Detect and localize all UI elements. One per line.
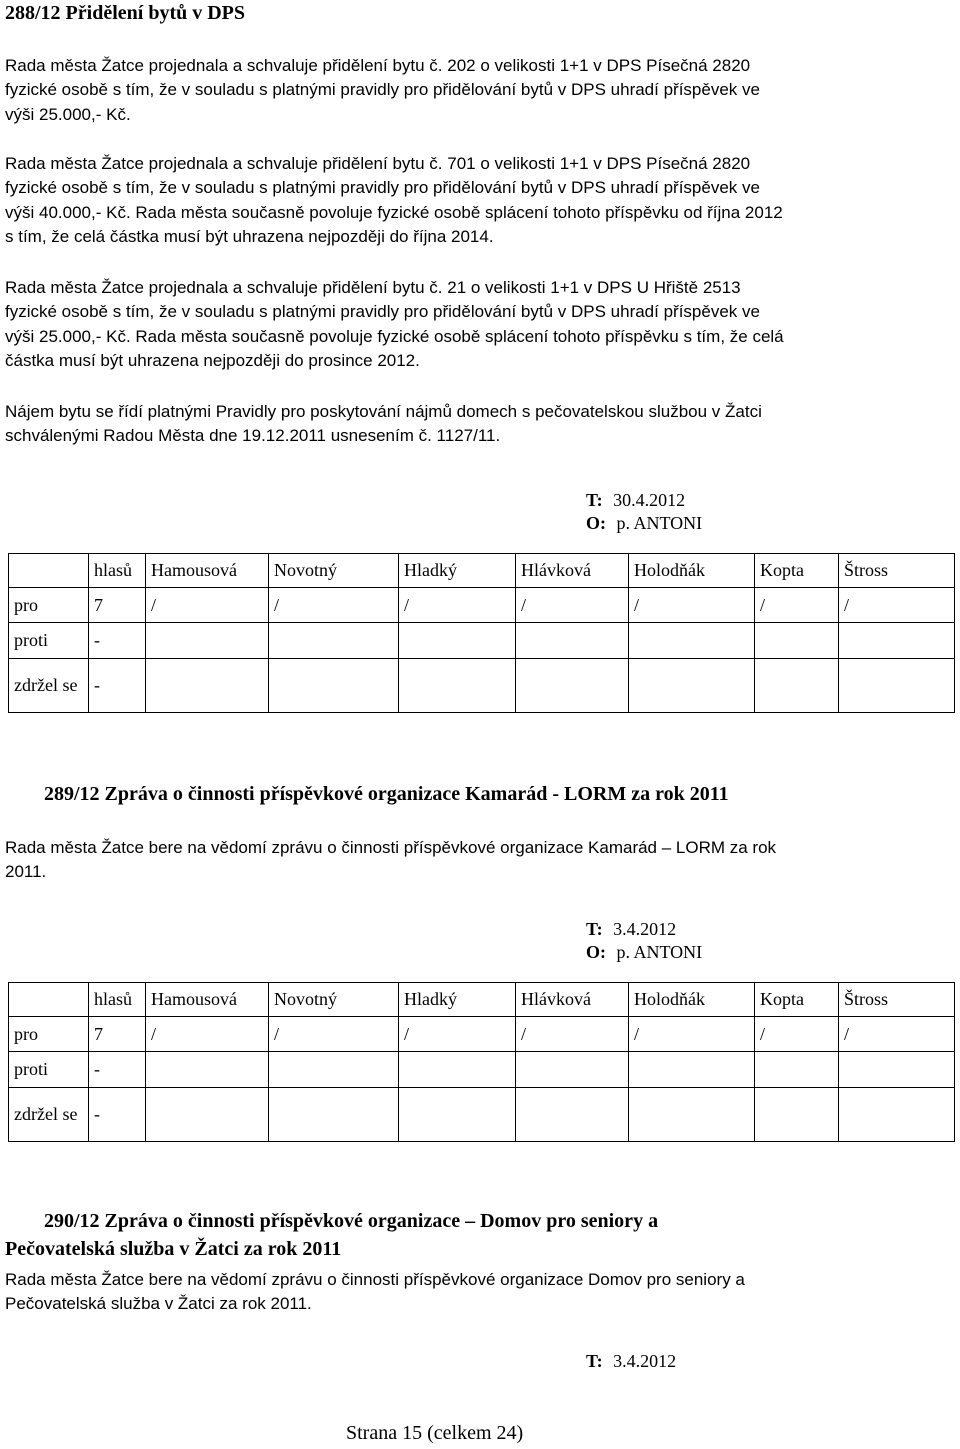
section-290-heading-line-2: Pečovatelská služba v Žatci za rok 2011 xyxy=(5,1238,342,1260)
table-cell xyxy=(399,1088,516,1142)
section-288-term xyxy=(586,490,685,511)
table-cell xyxy=(146,1052,269,1088)
table-cell: / xyxy=(516,588,629,623)
vote-header-row xyxy=(9,983,955,1017)
page-footer: Strana 15 (celkem 24) xyxy=(346,1422,524,1444)
text-line: fyzické osobě s tím, že v souladu s platnými pravidly pro přidělování bytů v DPS uhradí příspěvek ve xyxy=(5,80,760,100)
table-cell xyxy=(146,659,269,713)
table-cell xyxy=(516,623,629,659)
section-289-paragraph-1 xyxy=(5,836,776,885)
table-header-cell: Holodňák xyxy=(629,983,755,1017)
table-cell xyxy=(9,983,89,1017)
section-288-heading: 288/12 Přidělení bytů v DPS xyxy=(5,2,246,24)
text-line: Nájem bytu se řídí platnými Pravidly pro poskytování nájmů domech s pečovatelskou službou v Žatci xyxy=(5,402,762,421)
table-cell xyxy=(629,1088,755,1142)
table-cell xyxy=(269,659,399,713)
table-cell: zdržel se xyxy=(9,659,89,713)
table-header-cell: Hamousová xyxy=(146,983,269,1017)
text-line: Rada města Žatce projednala a schvaluje přidělení bytu č. 701 o velikosti 1+1 v DPS Písečná 2820 xyxy=(5,154,751,173)
table-cell xyxy=(839,1088,955,1142)
table-cell: - xyxy=(89,623,146,659)
text-line: Pečovatelská služba v Žatci za rok 2011. xyxy=(5,1294,312,1314)
vote-row-proti xyxy=(9,623,955,659)
table-header-cell: hlasů xyxy=(89,554,146,588)
text-line: 2011. xyxy=(5,862,47,882)
section-289-term xyxy=(586,919,676,940)
text-line: výši 25.000,- Kč. xyxy=(5,104,131,124)
table-cell xyxy=(755,623,839,659)
table-cell xyxy=(269,1088,399,1142)
section-289-responsible xyxy=(586,942,702,963)
table-cell: / xyxy=(516,1017,629,1052)
text-line: výši 40.000,- Kč. Rada města současně povoluje fyzické osobě splácení tohoto příspěvku od října 2012 xyxy=(5,202,783,222)
term-label: T: xyxy=(586,1351,603,1371)
table-cell xyxy=(839,1052,955,1088)
text-line: Rada města Žatce bere na vědomí zprávu o činnosti příspěvkové organizace Domov pro seniory a xyxy=(5,1270,745,1289)
section-288-responsible xyxy=(586,513,702,534)
text-line: Rada města Žatce projednala a schvaluje přidělení bytu č. 202 o velikosti 1+1 v DPS Písečná 2820 xyxy=(5,56,751,75)
table-header-cell: Novotný xyxy=(269,983,399,1017)
table-cell: / xyxy=(269,1017,399,1052)
table-header-cell: Kopta xyxy=(755,983,839,1017)
table-cell: proti xyxy=(9,1052,89,1088)
term-value: 3.4.2012 xyxy=(613,1351,677,1371)
section-289-heading: 289/12 Zpráva o činnosti příspěvkové organizace Kamarád - LORM za rok 2011 xyxy=(44,783,729,805)
section-290-term xyxy=(586,1351,676,1372)
text-line: fyzické osobě s tím, že v souladu s platnými pravidly pro přidělování bytů v DPS uhradí příspěvek ve xyxy=(5,302,760,322)
text-line: výši 25.000,- Kč. Rada města současně povoluje fyzické osobě splácení tohoto příspěvku s tím, že celá xyxy=(5,326,784,346)
table-header-cell: Hlávková xyxy=(516,983,629,1017)
table-cell: / xyxy=(399,1017,516,1052)
table-header-cell: Štross xyxy=(839,983,955,1017)
responsible-label: O: xyxy=(586,513,606,533)
table-cell xyxy=(146,1088,269,1142)
table-cell: - xyxy=(89,1052,146,1088)
text-line: schválenými Radou Města dne 19.12.2011 usnesením č. 1127/11. xyxy=(5,426,501,446)
table-cell: / xyxy=(839,588,955,623)
section-288-paragraph-3 xyxy=(5,276,784,373)
table-cell: 7 xyxy=(89,588,146,623)
text-line: částka musí být uhrazena nejpozději do prosince 2012. xyxy=(5,350,420,370)
table-cell xyxy=(516,659,629,713)
table-header-cell: Hladký xyxy=(399,983,516,1017)
section-288-paragraph-1 xyxy=(5,54,760,127)
vote-header-row xyxy=(9,554,955,588)
table-cell: / xyxy=(629,1017,755,1052)
table-cell: / xyxy=(146,588,269,623)
vote-table-288 xyxy=(8,553,955,713)
table-cell: / xyxy=(839,1017,955,1052)
vote-row-pro xyxy=(9,1017,955,1052)
table-cell: - xyxy=(89,659,146,713)
text-line: Rada města Žatce bere na vědomí zprávu o činnosti příspěvkové organizace Kamarád – LORM za rok xyxy=(5,838,777,857)
table-cell xyxy=(269,1052,399,1088)
vote-row-pro xyxy=(9,588,955,623)
table-cell: / xyxy=(399,588,516,623)
vote-row-zdrzel xyxy=(9,1088,955,1142)
term-label: T: xyxy=(586,919,603,939)
table-cell: / xyxy=(146,1017,269,1052)
vote-row-zdrzel xyxy=(9,659,955,713)
table-cell xyxy=(839,623,955,659)
table-cell: / xyxy=(629,588,755,623)
table-header-cell: Hladký xyxy=(399,554,516,588)
table-cell xyxy=(516,1088,629,1142)
table-cell xyxy=(399,659,516,713)
table-cell: pro xyxy=(9,588,89,623)
table-cell xyxy=(755,1088,839,1142)
table-cell: / xyxy=(755,1017,839,1052)
table-header-cell: Novotný xyxy=(269,554,399,588)
table-cell: 7 xyxy=(89,1017,146,1052)
term-value: 3.4.2012 xyxy=(613,919,677,939)
table-cell xyxy=(146,623,269,659)
table-cell xyxy=(755,659,839,713)
section-290-heading-line-1: 290/12 Zpráva o činnosti příspěvkové organizace – Domov pro seniory a xyxy=(44,1210,659,1232)
table-header-cell: hlasů xyxy=(89,983,146,1017)
table-cell: pro xyxy=(9,1017,89,1052)
table-header-cell: Holodňák xyxy=(629,554,755,588)
table-cell xyxy=(629,623,755,659)
table-cell xyxy=(755,1052,839,1088)
responsible-value: p. ANTONI xyxy=(616,942,703,962)
table-cell: zdržel se xyxy=(9,1088,89,1142)
term-value: 30.4.2012 xyxy=(613,490,686,510)
table-cell xyxy=(399,623,516,659)
table-cell xyxy=(399,1052,516,1088)
table-cell: proti xyxy=(9,623,89,659)
table-cell xyxy=(9,554,89,588)
table-header-cell: Kopta xyxy=(755,554,839,588)
vote-row-proti xyxy=(9,1052,955,1088)
text-line: s tím, že celá částka musí být uhrazena nejpozději do října 2014. xyxy=(5,226,494,246)
table-header-cell: Štross xyxy=(839,554,955,588)
responsible-value: p. ANTONI xyxy=(616,513,703,533)
table-cell xyxy=(516,1052,629,1088)
responsible-label: O: xyxy=(586,942,606,962)
table-cell xyxy=(839,659,955,713)
table-cell xyxy=(269,623,399,659)
table-cell xyxy=(629,659,755,713)
section-290-paragraph-1 xyxy=(5,1268,745,1317)
section-288-paragraph-4 xyxy=(5,400,762,449)
table-cell: / xyxy=(269,588,399,623)
table-header-cell: Hlávková xyxy=(516,554,629,588)
text-line: fyzické osobě s tím, že v souladu s platnými pravidly pro přidělování bytů v DPS uhradí příspěvek ve xyxy=(5,178,760,198)
text-line: Rada města Žatce projednala a schvaluje přidělení bytu č. 21 o velikosti 1+1 v DPS U Hřiště 2513 xyxy=(5,278,741,297)
table-cell: / xyxy=(755,588,839,623)
table-header-cell: Hamousová xyxy=(146,554,269,588)
table-cell xyxy=(629,1052,755,1088)
vote-table-289 xyxy=(8,982,955,1142)
term-label: T: xyxy=(586,490,603,510)
table-cell: - xyxy=(89,1088,146,1142)
section-288-paragraph-2 xyxy=(5,152,783,249)
